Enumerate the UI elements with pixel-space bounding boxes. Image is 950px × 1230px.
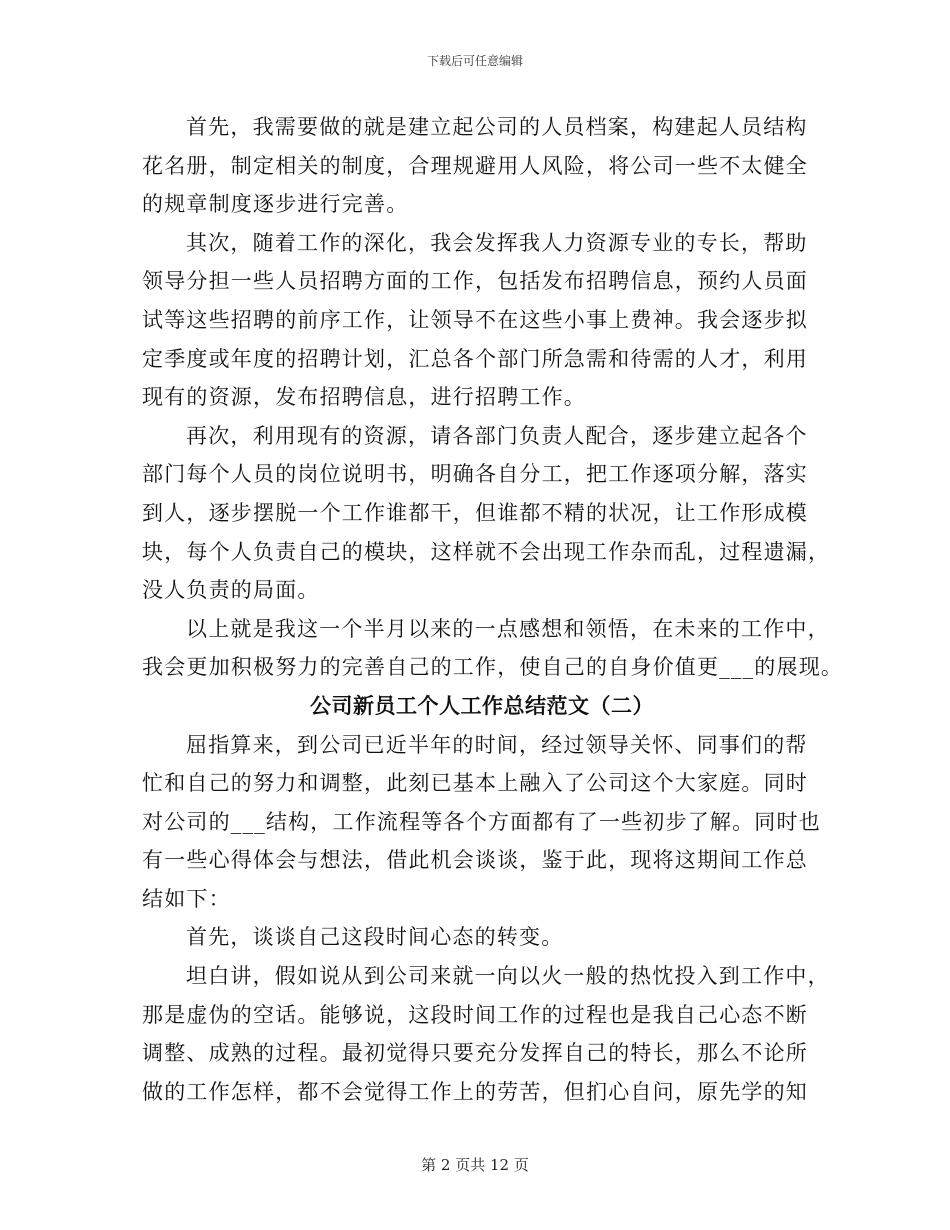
text-line: 的规章制度逐步进行完善。 (142, 192, 409, 217)
text-line: 以上就是我这一个半月以来的一点感想和领悟，在未来的工作中， (186, 616, 830, 641)
text-line: 部门每个人员的岗位说明书，明确各自分工，把工作逐项分解，落实 (142, 462, 808, 487)
text-line: 现有的资源，发布招聘信息，进行招聘工作。 (142, 385, 586, 410)
text-line: 领导分担一些人员招聘方面的工作，包括发布招聘信息，预约人员面 (142, 269, 808, 294)
text-line: 到人，逐步摆脱一个工作谁都干，但谁都不精的状况，让工作形成模 (142, 500, 808, 525)
text-line: 结如下： (142, 886, 231, 911)
text-line: 定季度或年度的招聘计划，汇总各个部门所急需和待需的人才，利用 (142, 346, 808, 371)
text-line: 试等这些招聘的前序工作，让领导不在这些小事上费神。我会逐步拟 (142, 307, 808, 332)
text-line: 没人负责的局面。 (142, 578, 320, 603)
document-body (142, 108, 844, 1111)
page-header: 下载后可任意编辑 (426, 54, 523, 68)
text-line: 坦白讲，假如说从到公司来就一向以火一般的热忱投入到工作中， (186, 964, 830, 989)
text-line: 那是虚伪的空话。能够说，这段时间工作的过程也是我自己心态不断 (142, 1002, 808, 1027)
text-line: 有一些心得体会与想法，借此机会谈谈，鉴于此，现将这期间工作总 (142, 848, 808, 873)
section-heading: 公司新员工个人工作总结范文（二） (310, 692, 654, 718)
text-line: 花名册，制定相关的制度，合理规避用人风险，将公司一些不太健全 (142, 153, 808, 178)
text-line: 首先，我需要做的就是建立起公司的人员档案，构建起人员结构 (186, 115, 808, 139)
text-line: 其次，随着工作的深化，我会发挥我人力资源专业的专长，帮助 (186, 230, 808, 255)
text-line: 屈指算来，到公司已近半年的时间，经过领导关怀、同事们的帮 (186, 732, 808, 757)
text-line: 做的工作怎样，都不会觉得工作上的劳苦，但扪心自问，原先学的知 (142, 1079, 808, 1104)
text-line: 我会更加积极努力的完善自己的工作，使自己的自身价值更___的展现。 (142, 655, 844, 680)
text-line: 块，每个人负责自己的模块，这样就不会出现工作杂而乱，过程遗漏， (142, 539, 831, 564)
text-line: 对公司的___结构，工作流程等各个方面都有了一些初步了解。同时也 (142, 809, 821, 834)
text-line: 首先，谈谈自己这段时间心态的转变。 (186, 925, 564, 950)
text-line: 再次，利用现有的资源，请各部门负责人配合，逐步建立起各个 (186, 423, 808, 448)
text-line: 忙和自己的努力和调整，此刻已基本上融入了公司这个大家庭。同时 (142, 771, 808, 796)
page-footer: 第 2 页共 12 页 (421, 1156, 529, 1174)
text-line: 调整、成熟的过程。最初觉得只要充分发挥自己的特长，那么不论所 (142, 1041, 808, 1066)
